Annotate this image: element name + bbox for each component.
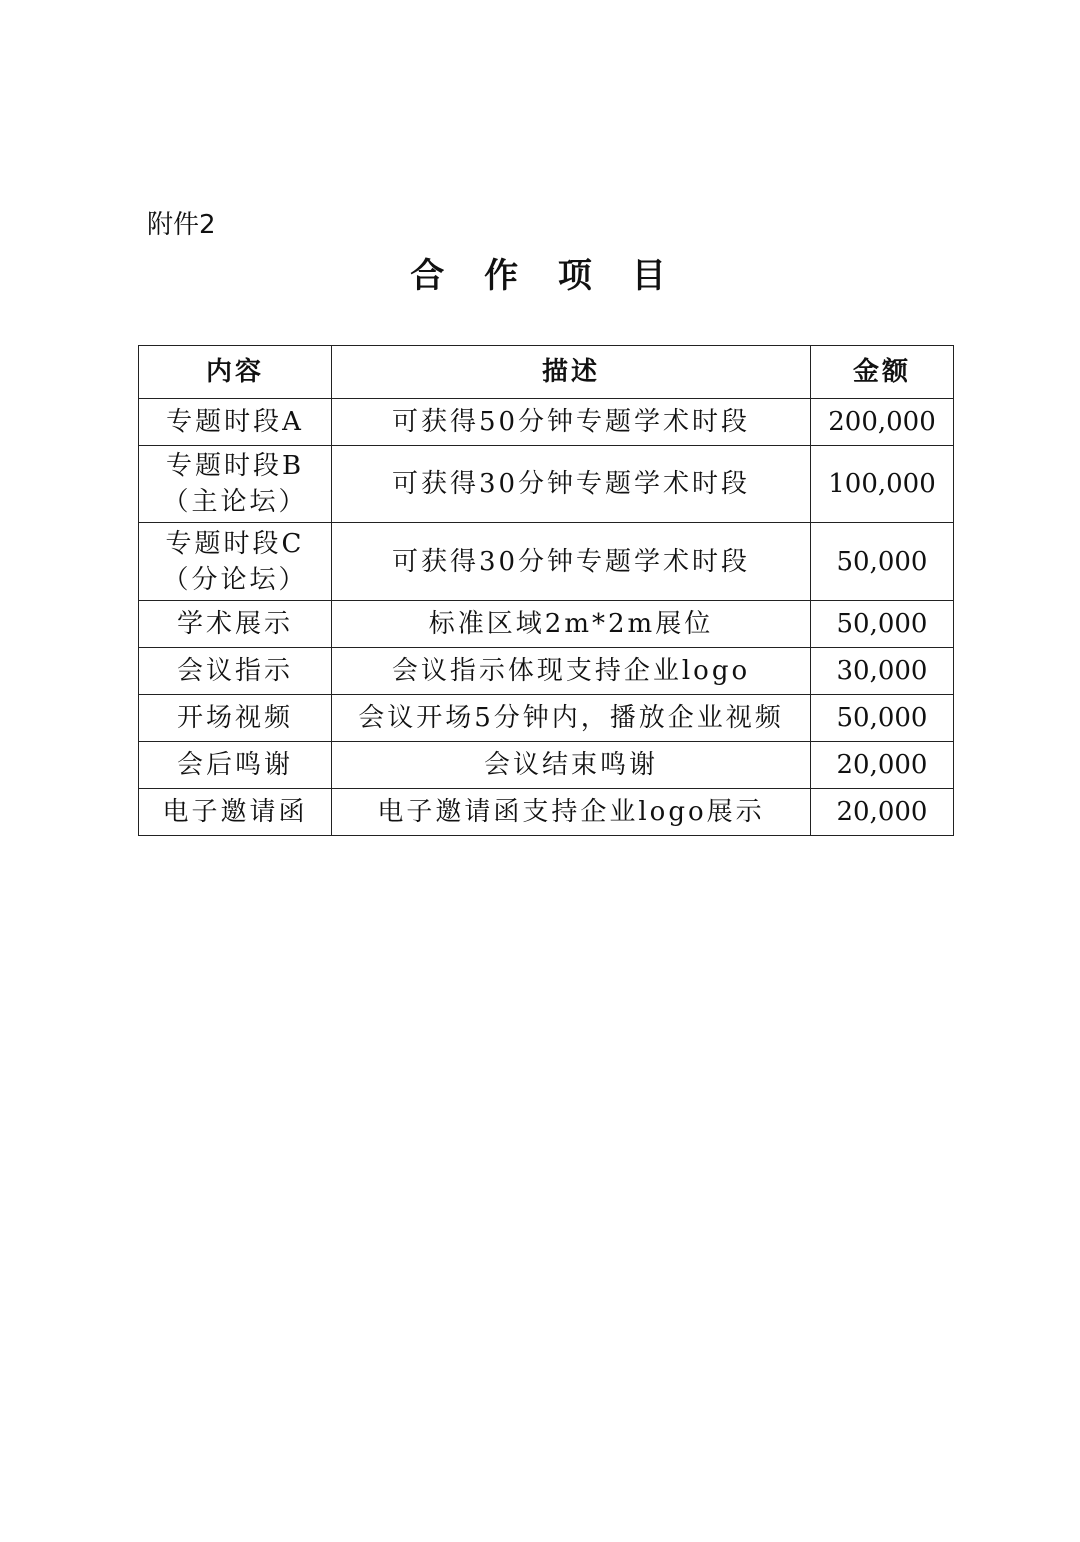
- amount-cell: 50,000: [811, 695, 954, 742]
- content-line: 学术展示: [176, 609, 293, 639]
- description-cell: 可获得30分钟专题学术时段: [332, 446, 811, 523]
- table-header-row: [139, 346, 954, 399]
- content-line: 专题时段A: [166, 407, 304, 437]
- description-cell: 标准区域2m*2m展位: [332, 601, 811, 648]
- document-title: 合 作 项 目: [410, 256, 680, 296]
- table-row: [139, 446, 954, 523]
- header-content: 内容: [139, 346, 332, 399]
- table-row: [139, 789, 954, 836]
- content-line: 电子邀请函: [162, 797, 308, 827]
- content-line: 开场视频: [176, 703, 293, 733]
- table-row: [139, 742, 954, 789]
- description-cell: 可获得30分钟专题学术时段: [332, 523, 811, 601]
- content-cell: [139, 695, 332, 742]
- amount-cell: 50,000: [811, 601, 954, 648]
- content-line: 专题时段C: [165, 528, 305, 559]
- cooperation-items-table: [138, 345, 954, 836]
- description-cell: 电子邀请函支持企业logo展示: [332, 789, 811, 836]
- amount-cell: 50,000: [811, 523, 954, 601]
- content-line: 专题时段B: [165, 451, 305, 481]
- table-row: [139, 648, 954, 695]
- description-cell: 会议指示体现支持企业logo: [332, 648, 811, 695]
- table-row: [139, 695, 954, 742]
- table-row: [139, 399, 954, 446]
- content-cell: [139, 601, 332, 648]
- table-row: [139, 601, 954, 648]
- content-line: 会议指示: [176, 656, 293, 686]
- content-subline: （主论坛）: [162, 487, 308, 517]
- description-cell: 可获得50分钟专题学术时段: [332, 399, 811, 446]
- attachment-label: 附件2: [147, 210, 216, 240]
- amount-cell: 200,000: [811, 399, 954, 446]
- content-cell: [139, 789, 332, 836]
- amount-cell: 30,000: [811, 648, 954, 695]
- content-cell: [139, 742, 332, 789]
- table-row: [139, 523, 954, 601]
- amount-cell: 20,000: [811, 742, 954, 789]
- amount-cell: 100,000: [811, 446, 954, 523]
- description-cell: 会议结束鸣谢: [332, 742, 811, 789]
- content-cell: [139, 399, 332, 446]
- content-cell: [139, 523, 332, 601]
- amount-cell: 20,000: [811, 789, 954, 836]
- header-description: 描述: [332, 346, 811, 399]
- content-subline: （分论坛）: [162, 564, 308, 595]
- content-cell: [139, 446, 332, 523]
- header-amount: 金额: [811, 346, 954, 399]
- content-line: 会后鸣谢: [176, 750, 293, 780]
- description-cell: 会议开场5分钟内，播放企业视频: [332, 695, 811, 742]
- content-cell: [139, 648, 332, 695]
